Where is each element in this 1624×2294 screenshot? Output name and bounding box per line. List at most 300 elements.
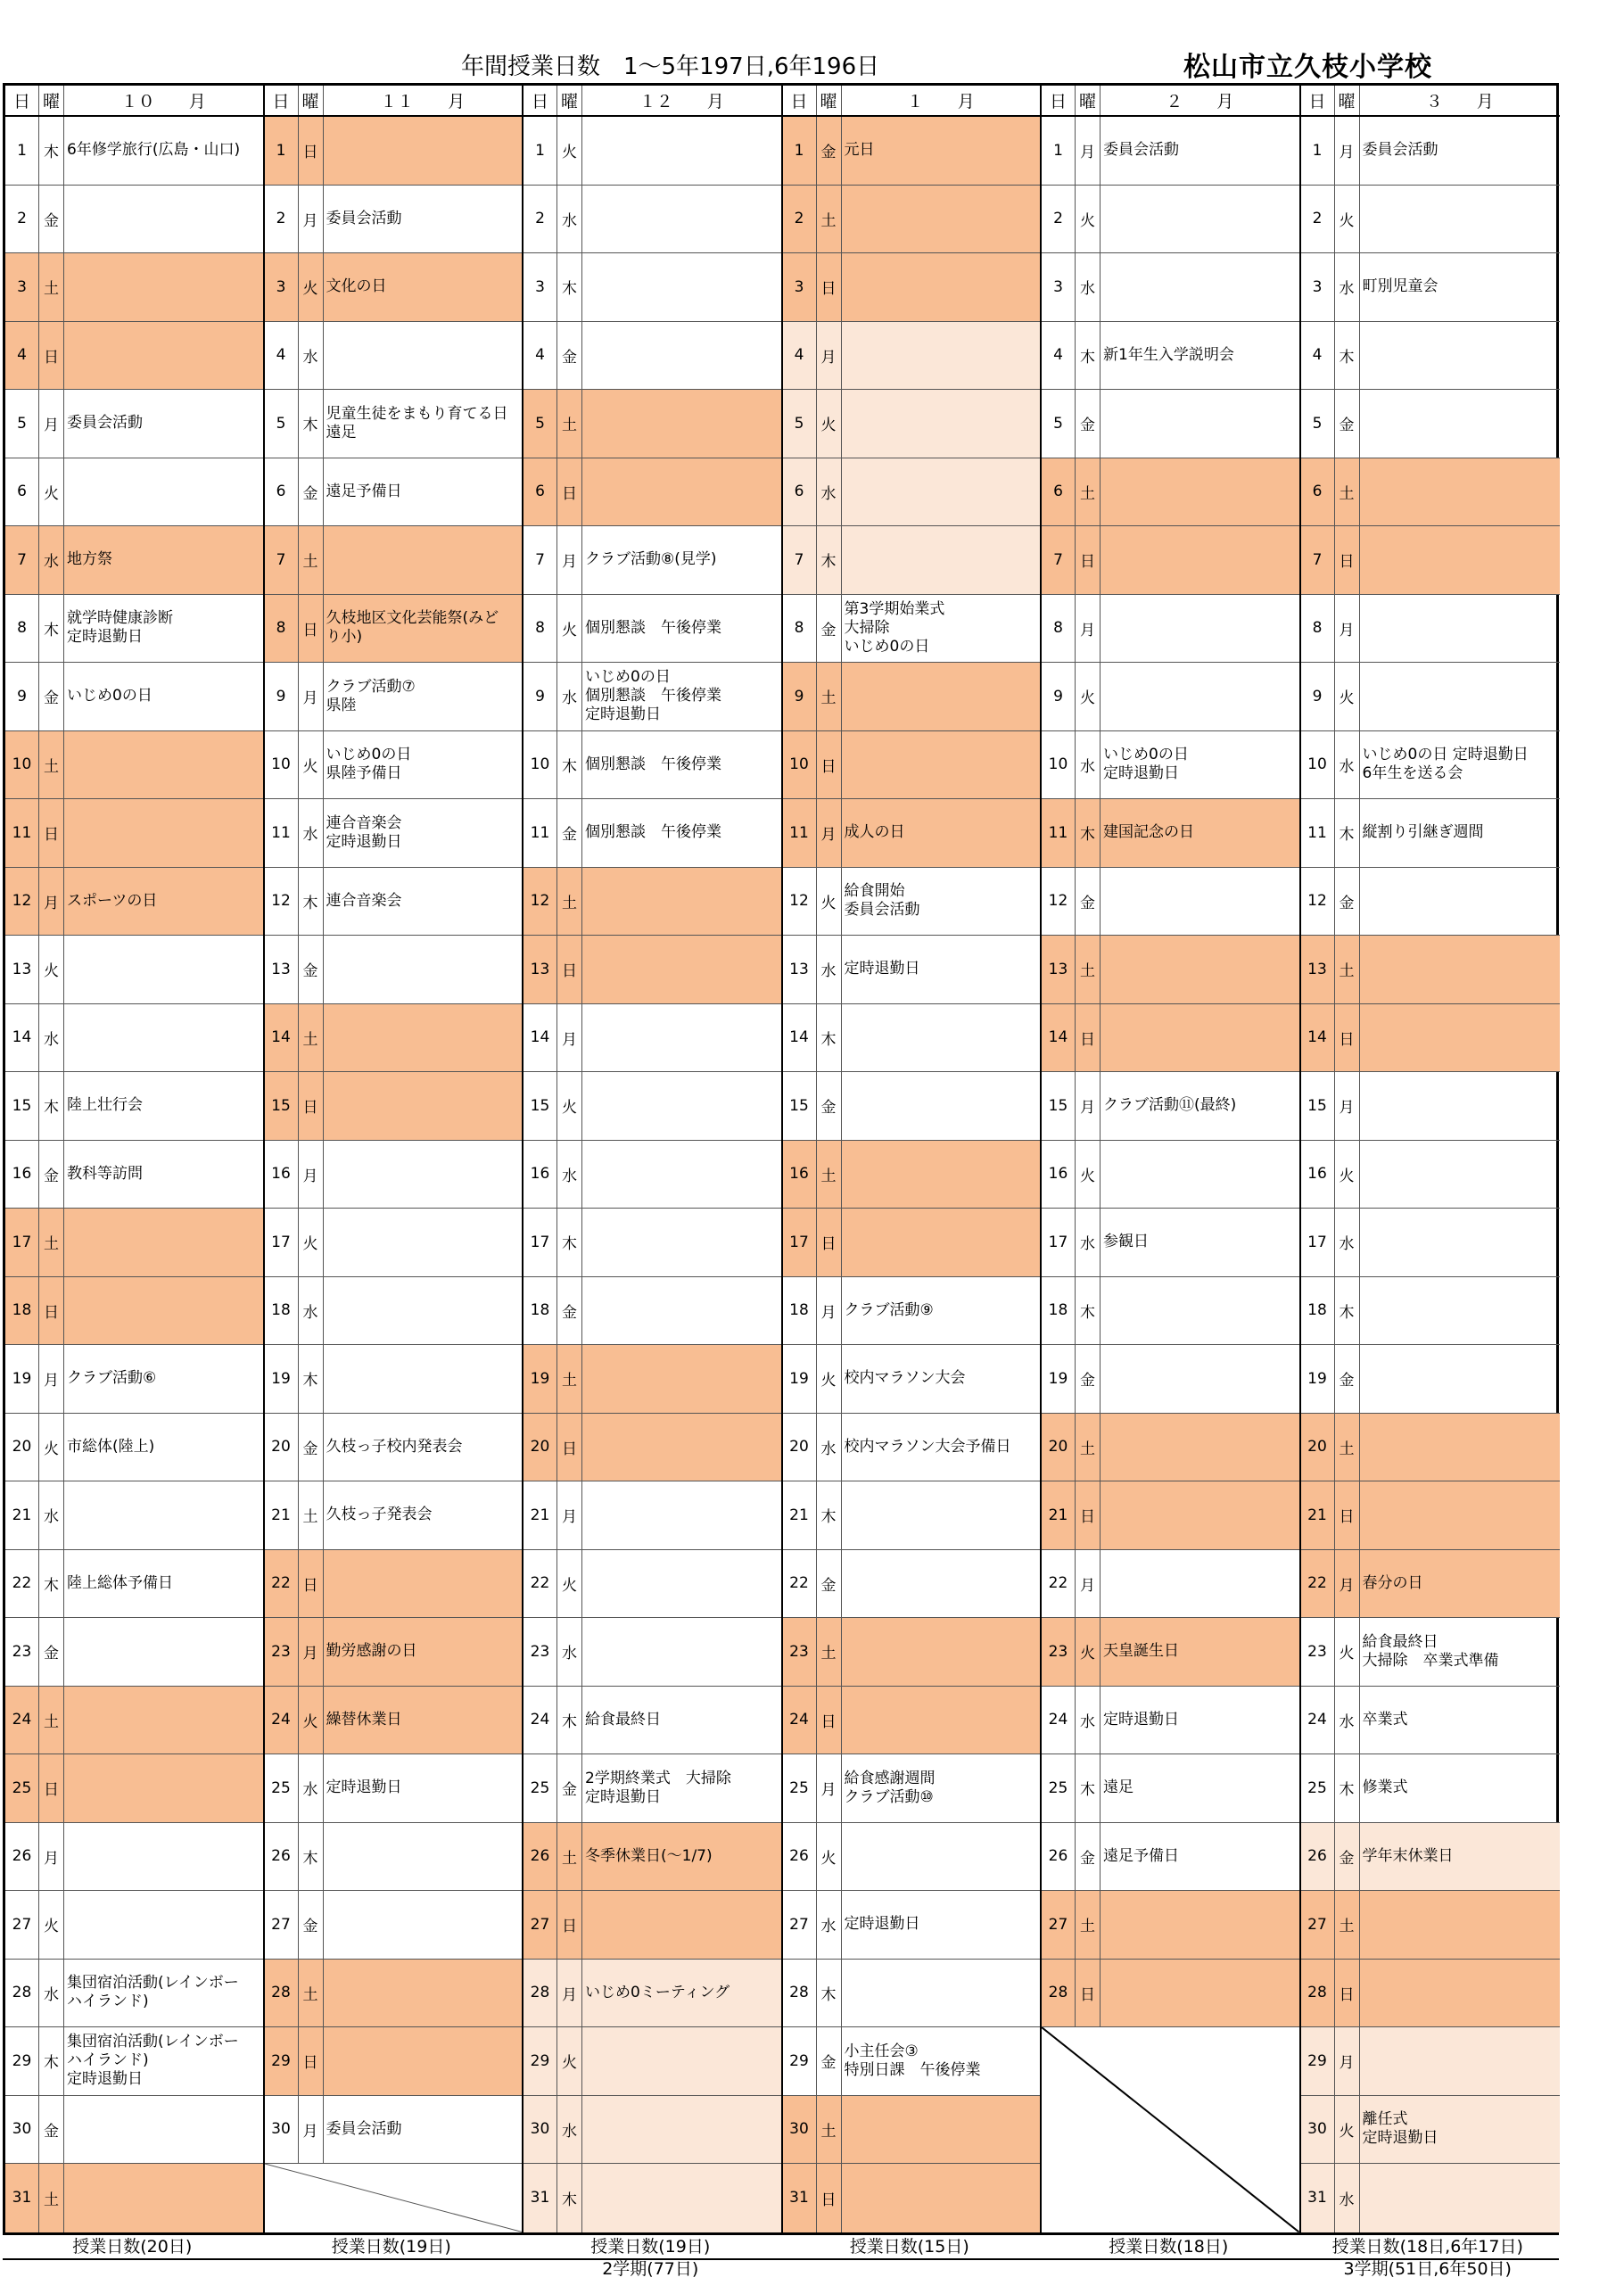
event-text [1101, 936, 1299, 1003]
day-number: 13 [1301, 936, 1335, 1003]
weekday-column-header: 曜 [299, 86, 324, 115]
day-row [1042, 1754, 1299, 1823]
weekday: 水 [817, 1891, 842, 1959]
event-text: 校内マラソン大会 [844, 1369, 966, 1388]
weekday: 日 [817, 253, 842, 321]
day-number: 4 [783, 322, 817, 390]
day-row [265, 1209, 523, 1277]
event-text: 連合音楽会 [326, 891, 402, 910]
day-row [5, 1481, 263, 1550]
term-days-count: 2学期(77日) [602, 2259, 699, 2279]
event-text: 委員会活動 [67, 414, 143, 433]
event-text [1360, 1072, 1561, 1140]
day-row [5, 2027, 263, 2096]
weekday: 月 [1076, 117, 1101, 185]
day-number: 24 [783, 1687, 817, 1754]
day-row [1042, 1891, 1299, 1960]
month-column [783, 86, 1043, 2232]
day-number: 26 [1042, 1823, 1076, 1891]
event-text [842, 458, 1041, 526]
day-column-header: 日 [783, 86, 817, 115]
event-text [324, 1004, 523, 1072]
event-text [1101, 1141, 1299, 1209]
day-number: 29 [5, 2027, 39, 2095]
day-number: 28 [265, 1960, 299, 2027]
day-number: 6 [783, 458, 817, 526]
weekday: 土 [817, 1618, 842, 1686]
event-text [842, 322, 1041, 390]
day-row [5, 1687, 263, 1755]
day-row [265, 1072, 523, 1141]
weekday: 金 [299, 936, 324, 1003]
day-number: 6 [1301, 458, 1335, 526]
weekday: 木 [39, 1550, 64, 1618]
weekday: 木 [299, 1823, 324, 1891]
month-label: ３ 月 [1425, 92, 1494, 111]
event-text [1101, 1891, 1299, 1959]
weekday-column-header: 曜 [1076, 86, 1101, 115]
weekday: 日 [817, 731, 842, 799]
day-row [1301, 458, 1561, 527]
weekday: 金 [299, 1891, 324, 1959]
event-text: 繰替休業日 [326, 1710, 402, 1729]
event-text [64, 1618, 263, 1686]
weekday: 月 [1335, 117, 1360, 185]
event-text: 校内マラソン大会予備日 [844, 1437, 1011, 1456]
event-text: いじめ0の日 [67, 687, 153, 706]
weekday: 月 [817, 799, 842, 867]
event-text: 成人の日 [844, 823, 905, 842]
weekday: 木 [1335, 799, 1360, 867]
weekday-column-header: 曜 [1335, 86, 1360, 115]
weekday: 水 [557, 2096, 582, 2164]
event-text [582, 1277, 781, 1345]
weekday: 水 [557, 663, 582, 730]
weekday: 日 [817, 2164, 842, 2232]
weekday: 月 [817, 1277, 842, 1345]
event-text [582, 390, 781, 458]
day-row [1042, 595, 1299, 664]
weekday: 土 [557, 1823, 582, 1891]
day-number: 31 [1301, 2164, 1335, 2232]
month-label: １１ 月 [380, 92, 466, 111]
weekday: 土 [1335, 936, 1360, 1003]
weekday: 火 [1076, 186, 1101, 253]
weekday: 金 [39, 2096, 64, 2164]
event-text [582, 186, 781, 253]
event-text [1360, 1209, 1561, 1276]
weekday-column-header: 曜 [39, 86, 64, 115]
weekday: 土 [817, 186, 842, 253]
weekday: 日 [39, 799, 64, 867]
weekday: 日 [299, 1072, 324, 1140]
day-number: 10 [1301, 731, 1335, 799]
day-row [5, 458, 263, 527]
day-number: 6 [265, 458, 299, 526]
event-text: いじめ0の日 個別懇談 午後停業 定時退勤日 [585, 668, 721, 724]
day-column-header: 日 [523, 86, 557, 115]
day-number: 21 [1301, 1481, 1335, 1549]
day-number: 3 [1042, 253, 1076, 321]
day-number: 23 [1301, 1618, 1335, 1686]
day-row [783, 2164, 1041, 2232]
day-number: 24 [265, 1687, 299, 1754]
day-row [783, 1072, 1041, 1141]
day-row [1042, 1481, 1299, 1550]
event-text [1360, 1414, 1561, 1481]
weekday: 火 [1335, 1618, 1360, 1686]
day-number: 26 [265, 1823, 299, 1891]
weekday: 金 [1076, 1345, 1101, 1413]
day-row [783, 1481, 1041, 1550]
day-number: 11 [1301, 799, 1335, 867]
day-row [1301, 663, 1561, 731]
event-text: クラブ活動⑧(見学) [585, 550, 717, 569]
day-row [783, 663, 1041, 731]
day-row [265, 1550, 523, 1619]
day-number: 7 [1042, 526, 1076, 594]
event-text: 委員会活動 [326, 209, 402, 227]
day-row [1042, 731, 1299, 800]
event-text [1360, 322, 1561, 390]
event-text: 個別懇談 午後停業 [585, 823, 721, 842]
event-text [842, 186, 1041, 253]
event-text: 新1年生入学説明会 [1103, 345, 1234, 364]
day-number: 4 [1301, 322, 1335, 390]
day-row [265, 390, 523, 458]
day-row [1042, 526, 1299, 595]
day-row [5, 2164, 263, 2232]
event-text: 遠足 [1103, 1778, 1134, 1797]
weekday: 火 [39, 458, 64, 526]
day-row [265, 1891, 523, 1960]
weekday: 水 [1335, 1687, 1360, 1754]
event-text [1360, 1004, 1561, 1072]
day-row [265, 253, 523, 322]
weekday: 月 [1076, 1550, 1101, 1618]
weekday: 金 [817, 117, 842, 185]
weekday: 日 [1076, 1960, 1101, 2027]
month-header [783, 86, 1041, 117]
month-label: １２ 月 [639, 92, 724, 111]
event-text [324, 1345, 523, 1413]
day-row [1042, 458, 1299, 527]
day-row [1042, 1960, 1299, 2028]
day-row [265, 731, 523, 800]
day-row [783, 1891, 1041, 1960]
event-text [64, 936, 263, 1003]
day-number: 12 [1301, 868, 1335, 936]
event-text: 天皇誕生日 [1103, 1642, 1179, 1661]
day-row [523, 186, 781, 254]
weekday: 土 [817, 2096, 842, 2164]
event-text: 久枝地区文化芸能祭(みど り小) [326, 609, 499, 647]
weekday: 月 [1335, 1072, 1360, 1140]
day-number: 24 [1301, 1687, 1335, 1754]
weekday: 金 [1335, 390, 1360, 458]
weekday: 火 [39, 936, 64, 1003]
day-row [1301, 2096, 1561, 2165]
event-text: 就学時健康診断 定時退勤日 [67, 609, 173, 647]
event-text [1101, 1550, 1299, 1618]
weekday: 金 [817, 2027, 842, 2095]
day-number: 17 [783, 1209, 817, 1276]
day-row [5, 1960, 263, 2028]
day-number: 19 [1301, 1345, 1335, 1413]
day-row [265, 1414, 523, 1482]
day-row [5, 1072, 263, 1141]
event-text [64, 1004, 263, 1072]
day-row [1301, 186, 1561, 254]
event-text: 6年修学旅行(広島・山口) [67, 141, 241, 160]
weekday: 土 [39, 1209, 64, 1276]
day-number: 26 [523, 1823, 557, 1891]
weekday: 水 [817, 458, 842, 526]
event-text [324, 1277, 523, 1345]
event-text [1101, 595, 1299, 663]
event-text: 児童生徒をまもり育てる日 遠足 [326, 404, 508, 441]
day-row [783, 799, 1041, 868]
event-text [842, 390, 1041, 458]
weekday: 土 [39, 2164, 64, 2232]
day-row [265, 322, 523, 391]
day-number: 15 [265, 1072, 299, 1140]
event-text [1360, 2027, 1561, 2095]
weekday-column-header: 曜 [557, 86, 582, 115]
event-text: 建国記念の日 [1103, 823, 1194, 842]
day-row [523, 1687, 781, 1755]
day-row [783, 526, 1041, 595]
event-text [582, 1618, 781, 1686]
event-text [1360, 663, 1561, 730]
event-text [324, 117, 523, 185]
event-text [842, 1960, 1041, 2027]
event-text [324, 936, 523, 1003]
event-text [582, 1481, 781, 1549]
weekday: 水 [1076, 1209, 1101, 1276]
day-row [265, 663, 523, 731]
day-number: 13 [523, 936, 557, 1003]
event-text [64, 253, 263, 321]
weekday: 火 [39, 1414, 64, 1481]
event-text: 元日 [844, 141, 875, 160]
day-number: 23 [5, 1618, 39, 1686]
weekday: 月 [39, 390, 64, 458]
day-row [1301, 799, 1561, 868]
weekday: 日 [557, 1891, 582, 1959]
weekday: 火 [817, 390, 842, 458]
weekday: 月 [299, 1141, 324, 1209]
school-days-count: 授業日数(19日) [590, 2237, 711, 2257]
day-row [265, 186, 523, 254]
day-number: 30 [523, 2096, 557, 2164]
weekday: 月 [39, 1823, 64, 1891]
day-number: 9 [265, 663, 299, 730]
weekday: 金 [299, 458, 324, 526]
day-row [1301, 1754, 1561, 1823]
event-text: 勤労感謝の日 [326, 1642, 417, 1661]
weekday: 金 [39, 663, 64, 730]
day-number: 17 [265, 1209, 299, 1276]
day-row [523, 868, 781, 937]
day-row [5, 799, 263, 868]
weekday: 木 [817, 1004, 842, 1072]
weekday: 月 [299, 2096, 324, 2164]
day-number: 21 [523, 1481, 557, 1549]
event-text [324, 322, 523, 390]
day-row [1042, 1345, 1299, 1414]
day-row [265, 1277, 523, 1346]
day-number: 24 [5, 1687, 39, 1754]
weekday: 木 [817, 1481, 842, 1549]
event-text [1101, 186, 1299, 253]
school-days-count: 授業日数(19日) [331, 2237, 451, 2257]
event-text [324, 1550, 523, 1618]
day-row [523, 1891, 781, 1960]
weekday: 火 [557, 2027, 582, 2095]
event-text [842, 253, 1041, 321]
weekday: 日 [1335, 1004, 1360, 1072]
day-number: 11 [783, 799, 817, 867]
day-number: 16 [5, 1141, 39, 1209]
event-text [582, 1550, 781, 1618]
day-row [523, 1345, 781, 1414]
event-text: 市総体(陸上) [67, 1437, 155, 1456]
event-text [582, 1891, 781, 1959]
event-text [1360, 868, 1561, 936]
event-text: 給食感謝週間 クラブ活動⑩ [844, 1769, 936, 1806]
event-text [582, 2164, 781, 2232]
day-column-header: 日 [1301, 86, 1335, 115]
weekday: 金 [39, 1141, 64, 1209]
event-text [842, 1004, 1041, 1072]
day-row [1042, 799, 1299, 868]
weekday: 土 [557, 390, 582, 458]
event-text [582, 936, 781, 1003]
event-text: 卒業式 [1362, 1710, 1408, 1729]
day-row [1301, 117, 1561, 186]
month-header [1301, 86, 1561, 117]
day-number: 5 [783, 390, 817, 458]
day-number: 18 [5, 1277, 39, 1345]
day-number: 13 [5, 936, 39, 1003]
event-text [1101, 458, 1299, 526]
day-row [523, 526, 781, 595]
school-days-count: 授業日数(18日) [1109, 2237, 1229, 2257]
event-text [64, 1481, 263, 1549]
day-row [1301, 731, 1561, 800]
event-text: 第3学期始業式 大掃除 いじめ0の日 [844, 599, 945, 656]
day-row [5, 526, 263, 595]
event-text: 参観日 [1103, 1233, 1149, 1251]
day-number: 24 [523, 1687, 557, 1754]
weekday: 火 [39, 1891, 64, 1959]
day-number: 5 [1301, 390, 1335, 458]
day-number: 23 [1042, 1618, 1076, 1686]
day-row [783, 1141, 1041, 1209]
day-number: 8 [5, 595, 39, 663]
event-text: いじめ0の日 県陸予備日 [326, 746, 412, 783]
weekday: 火 [1076, 663, 1101, 730]
day-number: 22 [1301, 1550, 1335, 1618]
day-number: 16 [523, 1141, 557, 1209]
day-row [1042, 1277, 1299, 1346]
day-number: 2 [265, 186, 299, 253]
event-text [1360, 1891, 1561, 1959]
event-text: 集団宿泊活動(レインボー ハイランド) [67, 1974, 239, 2011]
weekday: 金 [557, 322, 582, 390]
day-row [1301, 1687, 1561, 1755]
event-text [1360, 1141, 1561, 1209]
weekday: 土 [1335, 1891, 1360, 1959]
weekday: 水 [299, 799, 324, 867]
event-text: 遠足予備日 [326, 482, 402, 500]
day-number: 18 [1301, 1277, 1335, 1345]
day-number: 8 [1042, 595, 1076, 663]
day-number: 29 [265, 2027, 299, 2095]
day-number: 10 [1042, 731, 1076, 799]
day-number: 12 [523, 868, 557, 936]
weekday: 木 [299, 1345, 324, 1413]
weekday: 金 [1076, 1823, 1101, 1891]
day-number: 8 [265, 595, 299, 663]
day-number: 3 [5, 253, 39, 321]
day-number: 25 [1042, 1754, 1076, 1822]
annual-calendar-table [3, 83, 1559, 2235]
weekday: 金 [817, 1072, 842, 1140]
weekday: 木 [299, 390, 324, 458]
day-number: 7 [783, 526, 817, 594]
day-row [1301, 1414, 1561, 1482]
weekday: 月 [1335, 595, 1360, 663]
day-row [783, 458, 1041, 527]
day-number: 18 [265, 1277, 299, 1345]
weekday: 日 [299, 1550, 324, 1618]
day-number: 29 [523, 2027, 557, 2095]
day-number: 1 [523, 117, 557, 185]
day-row [523, 1550, 781, 1619]
day-row [783, 1345, 1041, 1414]
day-number: 8 [523, 595, 557, 663]
day-row [523, 1754, 781, 1823]
day-row [523, 1618, 781, 1687]
day-row [1042, 868, 1299, 937]
event-text: 定時退勤日 [326, 1778, 402, 1797]
day-number: 14 [1301, 1004, 1335, 1072]
event-text: 遠足予備日 [1103, 1846, 1179, 1865]
event-text: 連合音楽会 定時退勤日 [326, 813, 402, 851]
day-number: 28 [5, 1960, 39, 2027]
school-days-count: 授業日数(20日) [72, 2237, 193, 2257]
day-row [783, 1209, 1041, 1277]
day-number: 27 [783, 1891, 817, 1959]
day-row [5, 322, 263, 391]
day-row [265, 1960, 523, 2028]
weekday: 金 [1335, 1823, 1360, 1891]
day-row [783, 595, 1041, 664]
day-row [1301, 1345, 1561, 1414]
month-label: ２ 月 [1166, 92, 1234, 111]
event-text [1360, 2164, 1561, 2232]
day-row [265, 1004, 523, 1073]
day-number: 6 [523, 458, 557, 526]
day-number: 14 [5, 1004, 39, 1072]
day-number: 2 [5, 186, 39, 253]
day-row [265, 1141, 523, 1209]
day-number: 1 [1042, 117, 1076, 185]
school-days-count: 授業日数(15日) [849, 2237, 969, 2257]
day-number: 27 [1042, 1891, 1076, 1959]
